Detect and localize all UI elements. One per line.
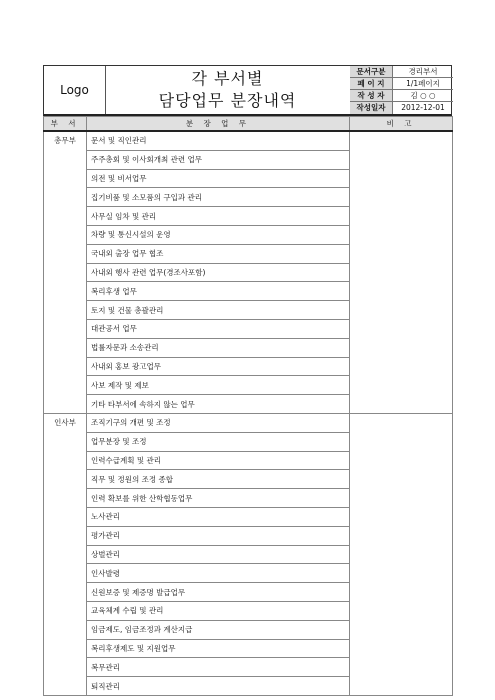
table-row xyxy=(44,413,453,432)
document-page xyxy=(43,65,452,696)
meta-key: 작성일자 xyxy=(350,102,393,114)
duty-cell: 복리후생제도 및 지원업무 xyxy=(87,639,350,658)
meta-row xyxy=(350,90,453,102)
duty-cell: 사무실 임차 및 관리 xyxy=(87,207,350,226)
duty-table xyxy=(43,116,453,696)
duty-cell: 국내외 출장 업무 협조 xyxy=(87,244,350,263)
dept-cell: 총무부 xyxy=(44,131,87,413)
meta-value: 경리부서 xyxy=(408,67,438,76)
duty-cell: 토지 및 건물 총괄관리 xyxy=(87,301,350,320)
duty-cell: 복무관리 xyxy=(87,658,350,677)
duty-cell: 복리후생 업무 xyxy=(87,282,350,301)
document-title xyxy=(105,66,351,114)
meta-value: 2012-12-01 xyxy=(401,103,445,112)
duty-cell: 인사발령 xyxy=(87,564,350,583)
duty-cell: 법률자문과 소송관리 xyxy=(87,338,350,357)
duty-cell: 신원보증 및 제증명 발급업무 xyxy=(87,583,350,602)
duty-cell: 문서 및 직인관리 xyxy=(87,131,350,150)
duty-cell: 상벌관리 xyxy=(87,545,350,564)
table-body xyxy=(44,131,453,695)
duty-cell: 퇴직관리 xyxy=(87,677,350,696)
table-header-row xyxy=(44,117,453,132)
duty-cell: 사내외 행사 관련 업무(경조사포함) xyxy=(87,263,350,282)
meta-value: 김 ○ ○ xyxy=(410,91,436,100)
note-cell xyxy=(350,413,453,695)
title-line-1: 각 부서별 xyxy=(191,69,264,88)
duty-cell: 주주총회 및 이사회개최 관련 업무 xyxy=(87,150,350,169)
duty-cell: 임금제도, 임금조정과 계산지급 xyxy=(87,620,350,639)
meta-key: 페 이 지 xyxy=(350,78,393,89)
meta-value: 1/1페이지 xyxy=(406,79,440,88)
meta-row xyxy=(350,66,453,78)
duty-cell: 사내외 홍보 광고업무 xyxy=(87,357,350,376)
document-meta xyxy=(350,66,453,114)
meta-key: 작 성 자 xyxy=(350,90,393,101)
meta-row xyxy=(350,102,453,114)
column-header-dept: 부 서 xyxy=(44,117,87,132)
meta-row xyxy=(350,78,453,90)
duty-cell: 평가관리 xyxy=(87,526,350,545)
duty-cell: 조직기구의 개편 및 조정 xyxy=(87,413,350,432)
duty-cell: 노사관리 xyxy=(87,507,350,526)
dept-cell: 인사부 xyxy=(44,413,87,695)
column-header-note: 비 고 xyxy=(350,117,453,132)
duty-cell: 인력수급계획 및 관리 xyxy=(87,451,350,470)
duty-cell: 차량 및 통신시설의 운영 xyxy=(87,225,350,244)
title-line-2: 담당업무 분장내역 xyxy=(158,91,297,110)
logo: Logo xyxy=(44,66,106,114)
duty-cell: 대관공서 업무 xyxy=(87,319,350,338)
duty-cell: 기타 타부서에 속하지 않는 업무 xyxy=(87,395,350,414)
note-cell xyxy=(350,131,453,413)
column-header-duty: 분 장 업 무 xyxy=(87,117,350,132)
duty-cell: 교육체계 수립 및 관리 xyxy=(87,601,350,620)
table-row xyxy=(44,131,453,150)
duty-cell: 사보 제작 및 제보 xyxy=(87,376,350,395)
duty-cell: 의전 및 비서업무 xyxy=(87,169,350,188)
duty-cell: 직무 및 정원의 조정 종합 xyxy=(87,470,350,489)
meta-key: 문서구분 xyxy=(350,66,393,77)
duty-cell: 인력 확보를 위한 산학협동업무 xyxy=(87,489,350,508)
duty-cell: 업무분장 및 조정 xyxy=(87,432,350,451)
document-header xyxy=(43,65,452,116)
duty-cell: 집기비품 및 소모품의 구입과 관리 xyxy=(87,188,350,207)
